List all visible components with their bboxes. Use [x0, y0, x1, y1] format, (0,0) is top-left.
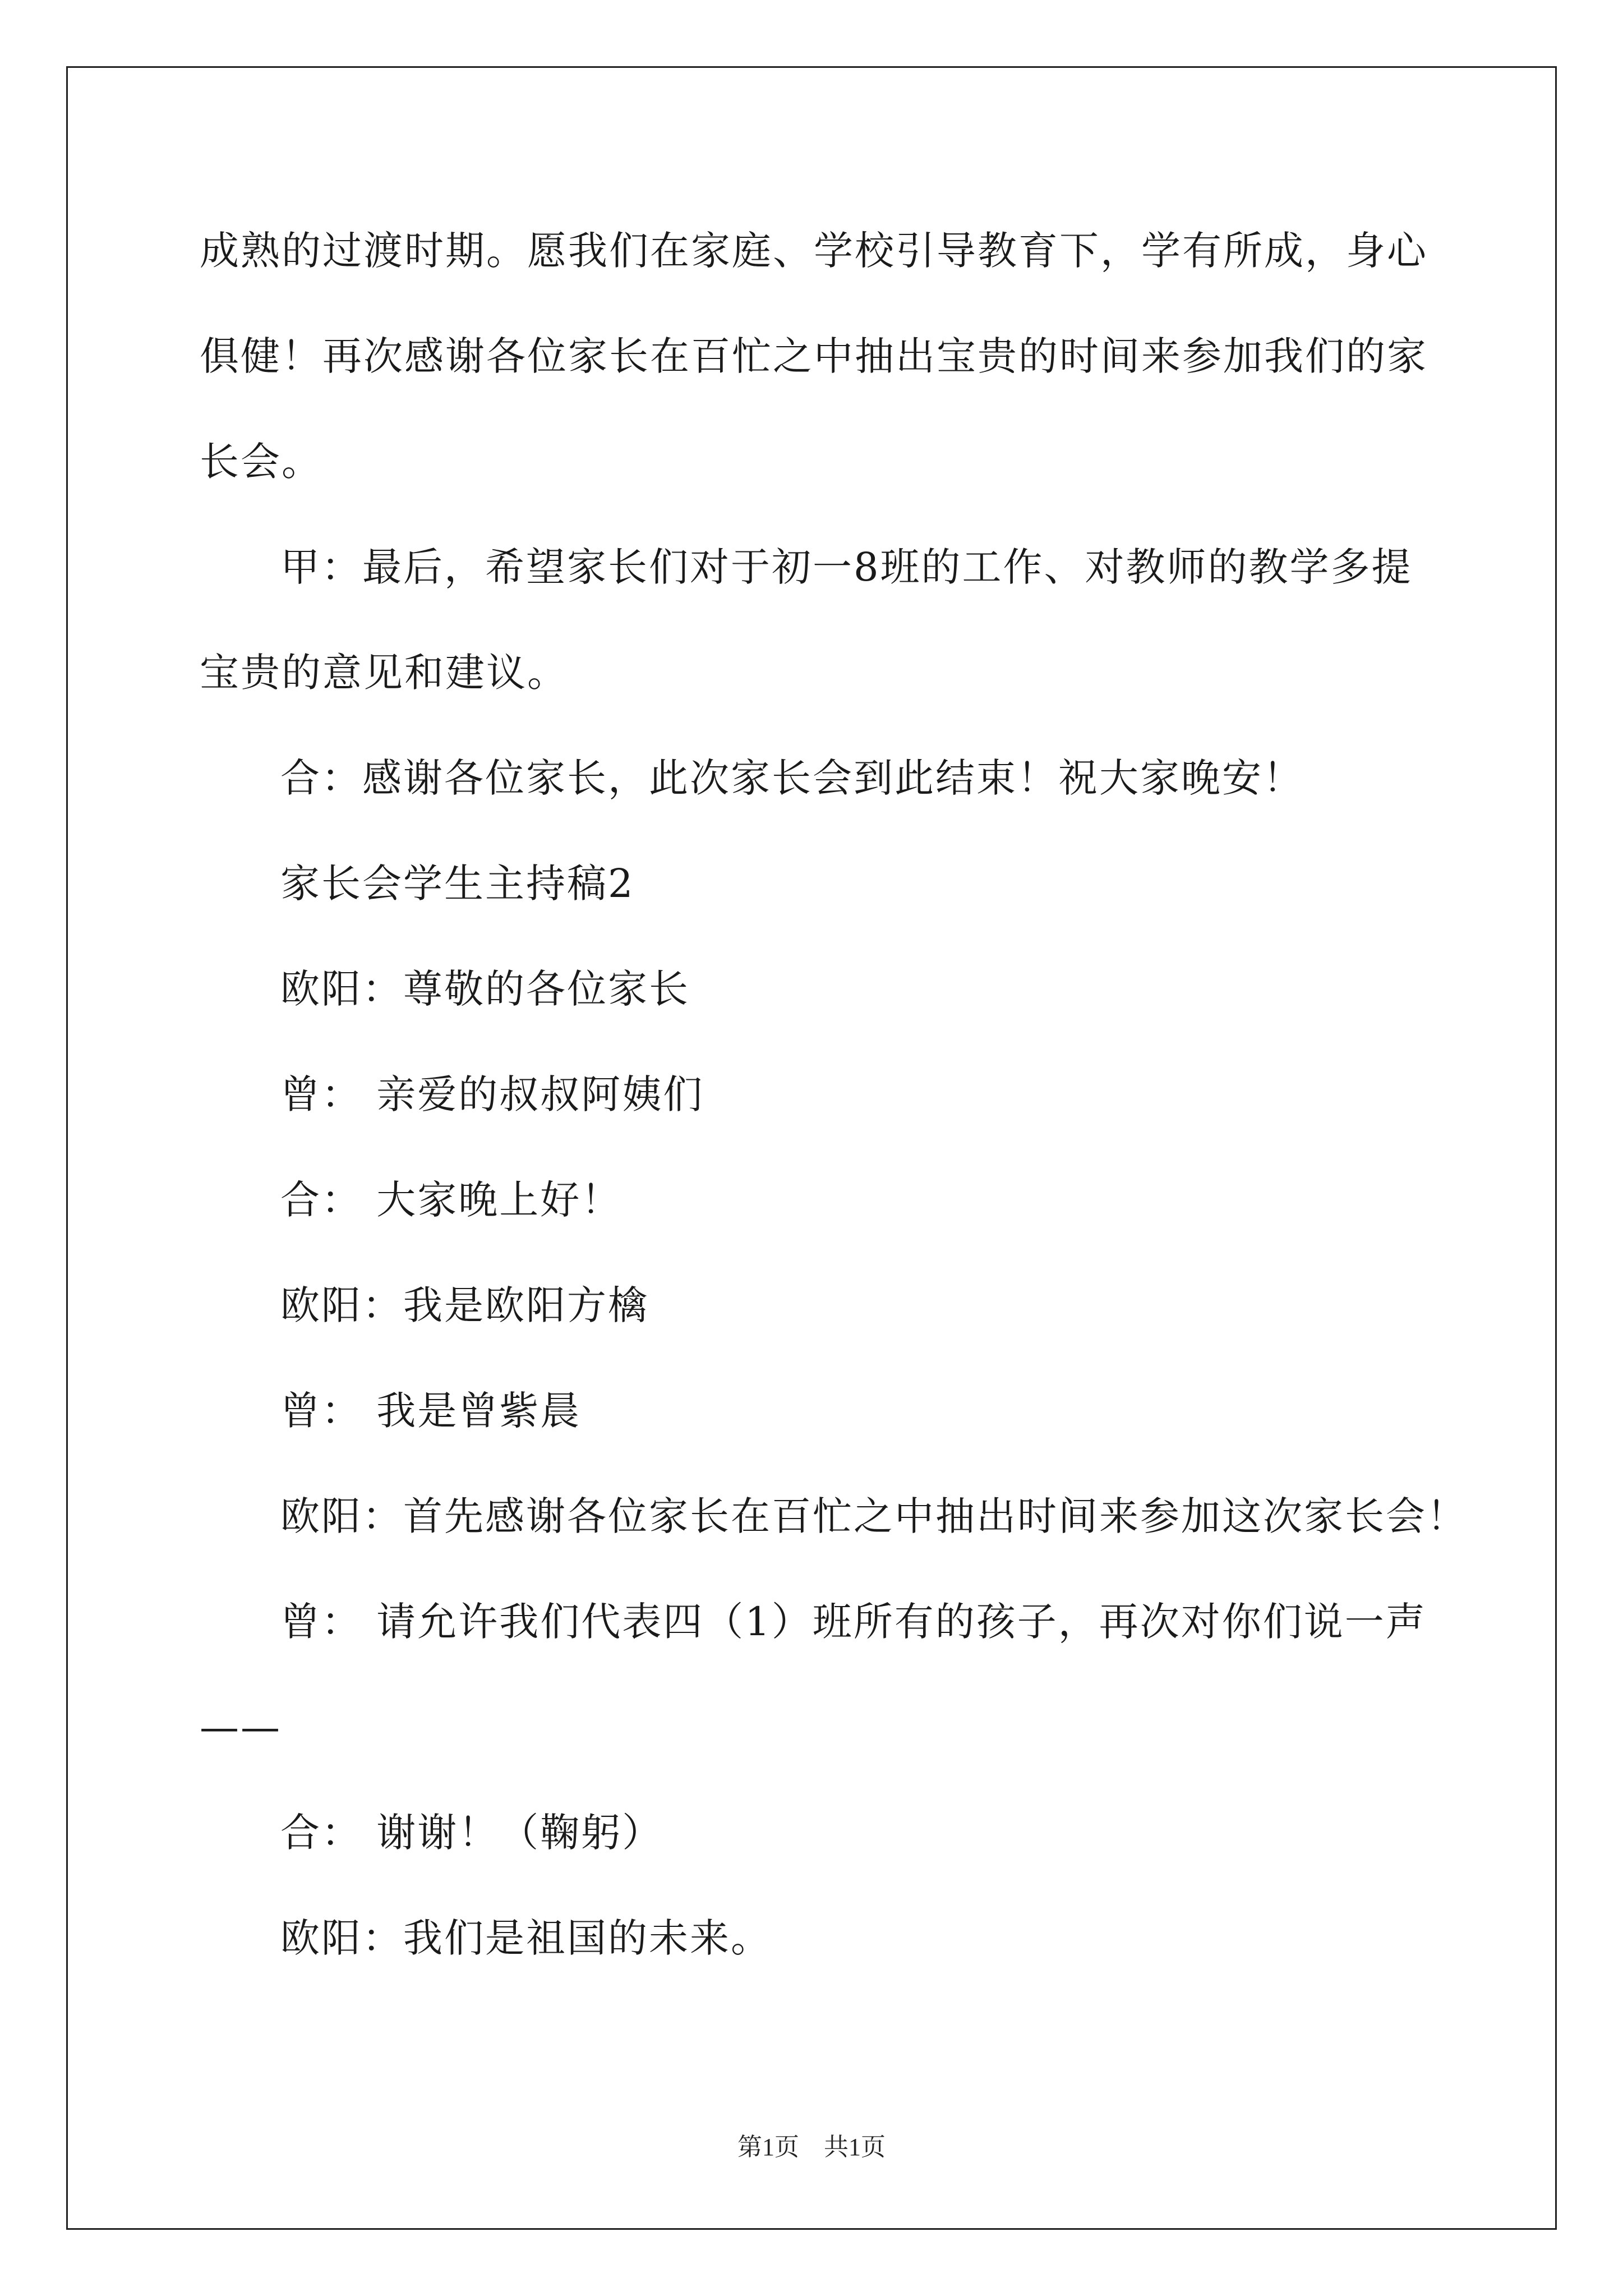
- dialogue-line: 欧阳：我是欧阳方檎: [280, 1282, 649, 1328]
- text-line: 成熟的过渡时期。愿我们在家庭、学校引导教育下，学有所成，身心: [200, 228, 1428, 274]
- text-line: 宝贵的意见和建议。: [200, 650, 568, 696]
- dialogue-line: 曾： 我是曾紫晨: [280, 1388, 582, 1434]
- section-heading: 家长会学生主持稿2: [280, 861, 635, 907]
- dialogue-line: 曾： 请允许我们代表四（1）班所有的孩子，再次对你们说一声: [280, 1599, 1427, 1645]
- dialogue-line: 合： 大家晚上好！: [280, 1177, 623, 1223]
- paragraph-line: 甲：最后，希望家长们对于初一8班的工作、对教师的教学多提: [280, 544, 1413, 590]
- text-line: 长会。: [200, 439, 322, 485]
- dialogue-line: 欧阳：首先感谢各位家长在百忙之中抽出时间来参加这次家长会！: [280, 1493, 1468, 1539]
- page-border: [66, 66, 1557, 2230]
- dialogue-line: 欧阳：我们是祖国的未来。: [280, 1915, 772, 1961]
- dialogue-line: 曾： 亲爱的叔叔阿姨们: [280, 1071, 704, 1117]
- dialogue-line: 合： 谢谢！（鞠躬）: [280, 1810, 663, 1856]
- paragraph-line: 合：感谢各位家长，此次家长会到此结束！祝大家晚安！: [280, 755, 1304, 801]
- text-line: 俱健！再次感谢各位家长在百忙之中抽出宝贵的时间来参加我们的家: [200, 333, 1428, 379]
- dialogue-line: 欧阳：尊敬的各位家长: [280, 966, 690, 1012]
- text-line: ——: [200, 1704, 282, 1750]
- page-number-footer: 第1页 共1页: [737, 2133, 886, 2161]
